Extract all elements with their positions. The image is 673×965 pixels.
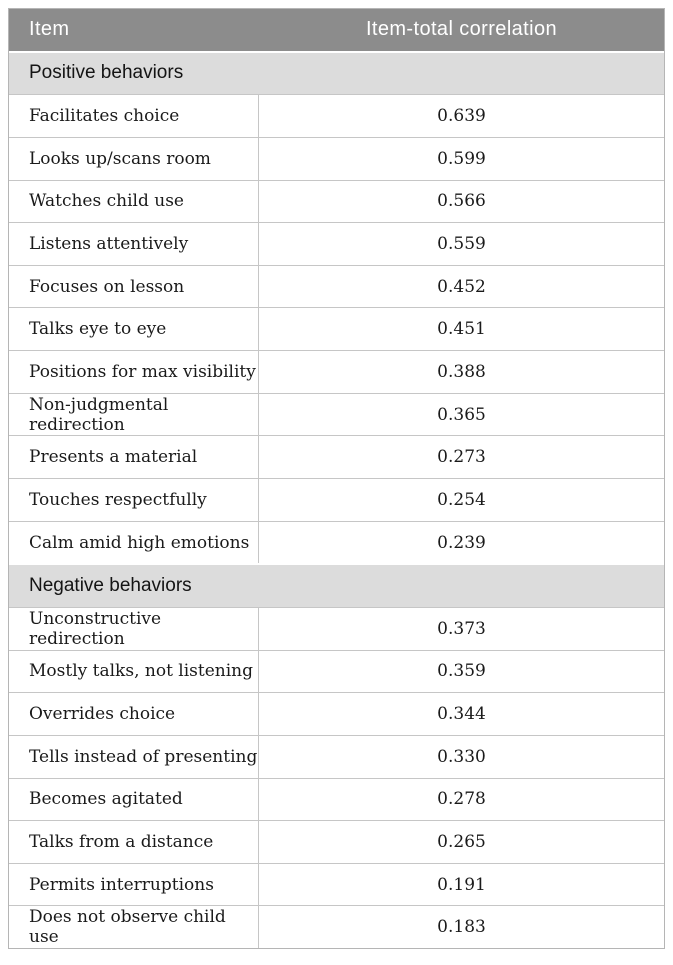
- correlation-value-cell: 0.265: [437, 831, 486, 852]
- table-row: [9, 137, 664, 180]
- item-cell: Tells instead of presenting: [9, 736, 259, 778]
- correlation-value-cell: 0.599: [437, 148, 486, 169]
- item-cell: Presents a material: [9, 436, 259, 478]
- table-row: [9, 650, 664, 693]
- item-cell: Unconstructive redirection: [9, 608, 259, 650]
- item-cell: Talks eye to eye: [9, 308, 259, 350]
- section-header-row: [9, 51, 664, 95]
- table-row: [9, 222, 664, 265]
- table-row: [9, 94, 664, 137]
- table-row: [9, 307, 664, 350]
- item-cell: Non-judgmental redirection: [9, 394, 259, 436]
- table-row: [9, 435, 664, 478]
- correlation-value-cell: 0.273: [437, 447, 486, 468]
- item-cell: Permits interruptions: [9, 864, 259, 906]
- item-cell: Talks from a distance: [9, 821, 259, 863]
- table-row: [9, 778, 664, 821]
- item-cell: Focuses on lesson: [9, 266, 259, 308]
- table-row: [9, 905, 664, 948]
- item-cell: Listens attentively: [9, 223, 259, 265]
- table-row: [9, 180, 664, 223]
- correlation-value-cell: 0.191: [437, 874, 486, 895]
- item-cell: Positions for max visibility: [9, 351, 259, 393]
- correlation-value-cell: 0.365: [437, 404, 486, 425]
- section-header-row: [9, 563, 664, 607]
- item-cell: Watches child use: [9, 181, 259, 223]
- table-row: [9, 607, 664, 650]
- correlation-table: [8, 8, 665, 949]
- section-title: Negative behaviors: [29, 575, 192, 597]
- table-header-row: [9, 9, 664, 51]
- correlation-value-cell: 0.452: [437, 276, 486, 297]
- correlation-value-cell: 0.330: [437, 746, 486, 767]
- table-row: [9, 820, 664, 863]
- item-cell: Mostly talks, not listening: [9, 651, 259, 693]
- table-row: [9, 265, 664, 308]
- item-cell: Calm amid high emotions: [9, 522, 259, 564]
- table-row: [9, 350, 664, 393]
- correlation-value-cell: 0.373: [437, 618, 486, 639]
- item-cell: Overrides choice: [9, 693, 259, 735]
- correlation-value-cell: 0.639: [437, 106, 486, 127]
- correlation-value-cell: 0.239: [437, 532, 486, 553]
- correlation-value-cell: 0.183: [437, 917, 486, 938]
- correlation-value-cell: 0.388: [437, 361, 486, 382]
- correlation-value-cell: 0.566: [437, 191, 486, 212]
- table-row: [9, 863, 664, 906]
- table-row: [9, 521, 664, 564]
- column-header-item: Item: [29, 18, 70, 41]
- correlation-value-cell: 0.278: [437, 789, 486, 810]
- item-cell: Becomes agitated: [9, 779, 259, 821]
- correlation-value-cell: 0.359: [437, 661, 486, 682]
- table-row: [9, 478, 664, 521]
- table-row: [9, 735, 664, 778]
- column-header-correlation: Item-total correlation: [365, 18, 558, 41]
- item-cell: Facilitates choice: [9, 95, 259, 137]
- item-cell: Does not observe child use: [9, 906, 259, 948]
- item-cell: Looks up/scans room: [9, 138, 259, 180]
- correlation-value-cell: 0.451: [437, 319, 486, 340]
- table-row: [9, 393, 664, 436]
- correlation-value-cell: 0.559: [437, 234, 486, 255]
- item-cell: Touches respectfully: [9, 479, 259, 521]
- table-row: [9, 692, 664, 735]
- correlation-value-cell: 0.344: [437, 704, 486, 725]
- correlation-value-cell: 0.254: [437, 489, 486, 510]
- section-title: Positive behaviors: [29, 62, 184, 84]
